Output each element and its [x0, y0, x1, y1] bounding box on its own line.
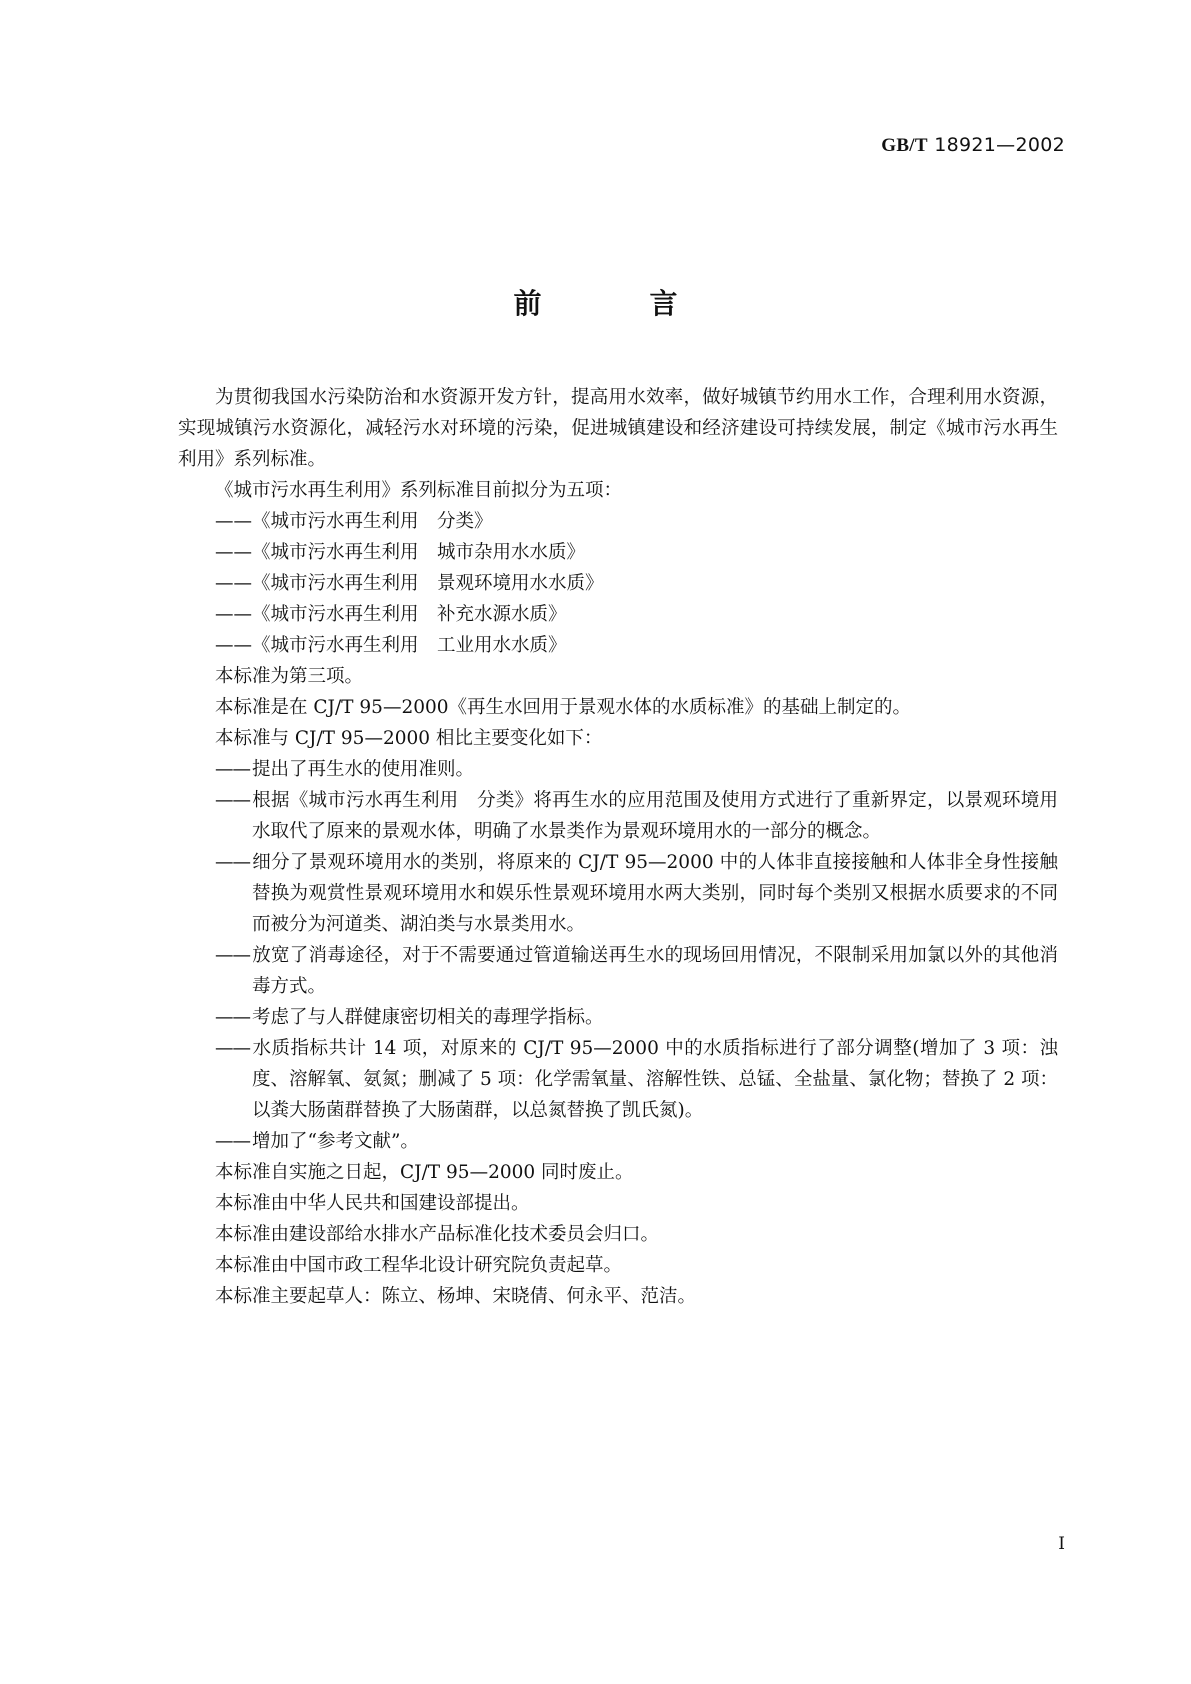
dash-mark: ——	[215, 790, 250, 811]
series-item: ——《城市污水再生利用 补充水源水质》	[215, 604, 567, 625]
change-text: 细分了景观环境用水的类别，将原来的 CJ/T 95—2000 中的人体非直接接触和人体非全身性接触替换为观赏性景观环境用水和娱乐性景观环境用水两大类别，同时每个类别又根据水质要求的不同而被分为河道类、湖泊类与水景类用水。	[252, 852, 1058, 935]
standard-code	[881, 134, 1065, 157]
statement: 本标准由建设部给水排水产品标准化技术委员会归口。	[215, 1224, 660, 1245]
change-text: 放宽了消毒途径，对于不需要通过管道输送再生水的现场回用情况，不限制采用加氯以外的其他消毒方式。	[252, 945, 1058, 997]
intro-paragraph: 为贯彻我国水污染防治和水资源开发方针，提高用水效率，做好城镇节约用水工作，合理利用水资源，实现城镇污水资源化，减轻污水对环境的污染，促进城镇建设和经济建设可持续发展，制定《城市污水再生利用》系列标准。	[178, 387, 1058, 470]
change-item	[178, 785, 1058, 847]
change-item	[178, 847, 1058, 940]
change-item	[178, 754, 1058, 785]
statement: 本标准自实施之日起，CJ/T 95—2000 同时废止。	[215, 1162, 634, 1183]
statement: 本标准与 CJ/T 95—2000 相比主要变化如下：	[215, 728, 603, 749]
dash-mark: ——	[215, 1007, 250, 1028]
statement: 本标准由中华人民共和国建设部提出。	[215, 1193, 530, 1214]
change-text: 增加了“参考文献”。	[252, 1131, 419, 1152]
dash-mark: ——	[215, 759, 250, 780]
standard-code-number: 18921—2002	[934, 134, 1065, 156]
page-title: 前 言	[513, 287, 718, 320]
series-item: ——《城市污水再生利用 城市杂用水水质》	[215, 542, 586, 563]
standard-code-prefix: GB/T	[881, 135, 928, 156]
foreword-body	[178, 382, 1058, 1312]
change-item	[178, 1033, 1058, 1126]
change-text: 考虑了与人群健康密切相关的毒理学指标。	[252, 1007, 604, 1028]
change-item	[178, 940, 1058, 1002]
statement: 本标准是在 CJ/T 95—2000《再生水回用于景观水体的水质标准》的基础上制定的。	[215, 697, 912, 718]
statement: 本标准由中国市政工程华北设计研究院负责起草。	[215, 1255, 623, 1276]
change-text: 提出了再生水的使用准则。	[252, 759, 475, 780]
change-item	[178, 1002, 1058, 1033]
change-text: 水质指标共计 14 项，对原来的 CJ/T 95—2000 中的水质指标进行了部分调整(增加了 3 项：浊度、溶解氧、氨氮；删减了 5 项：化学需氧量、溶解性铁、总锰、全盐量、氯化物；替换了 2 项：以粪大肠菌群替换了大肠菌群，以总氮替换了凯氏氮)。	[252, 1038, 1058, 1121]
dash-mark: ——	[215, 1038, 250, 1059]
dash-mark: ——	[215, 945, 250, 966]
statement: 本标准为第三项。	[215, 666, 364, 687]
series-item: ——《城市污水再生利用 工业用水水质》	[215, 635, 567, 656]
series-item: ——《城市污水再生利用 景观环境用水水质》	[215, 573, 604, 594]
page-number: I	[1058, 1534, 1065, 1554]
dash-mark: ——	[215, 1131, 250, 1152]
change-item	[178, 1126, 1058, 1157]
statement: 本标准主要起草人：陈立、杨坤、宋晓倩、何永平、范洁。	[215, 1286, 697, 1307]
change-text: 根据《城市污水再生利用 分类》将再生水的应用范围及使用方式进行了重新界定，以景观环境用水取代了原来的景观水体，明确了水景类作为景观环境用水的一部分的概念。	[252, 790, 1058, 842]
series-item: ——《城市污水再生利用 分类》	[215, 511, 493, 532]
dash-mark: ——	[215, 852, 250, 873]
series-intro: 《城市污水再生利用》系列标准目前拟分为五项：	[215, 480, 623, 501]
